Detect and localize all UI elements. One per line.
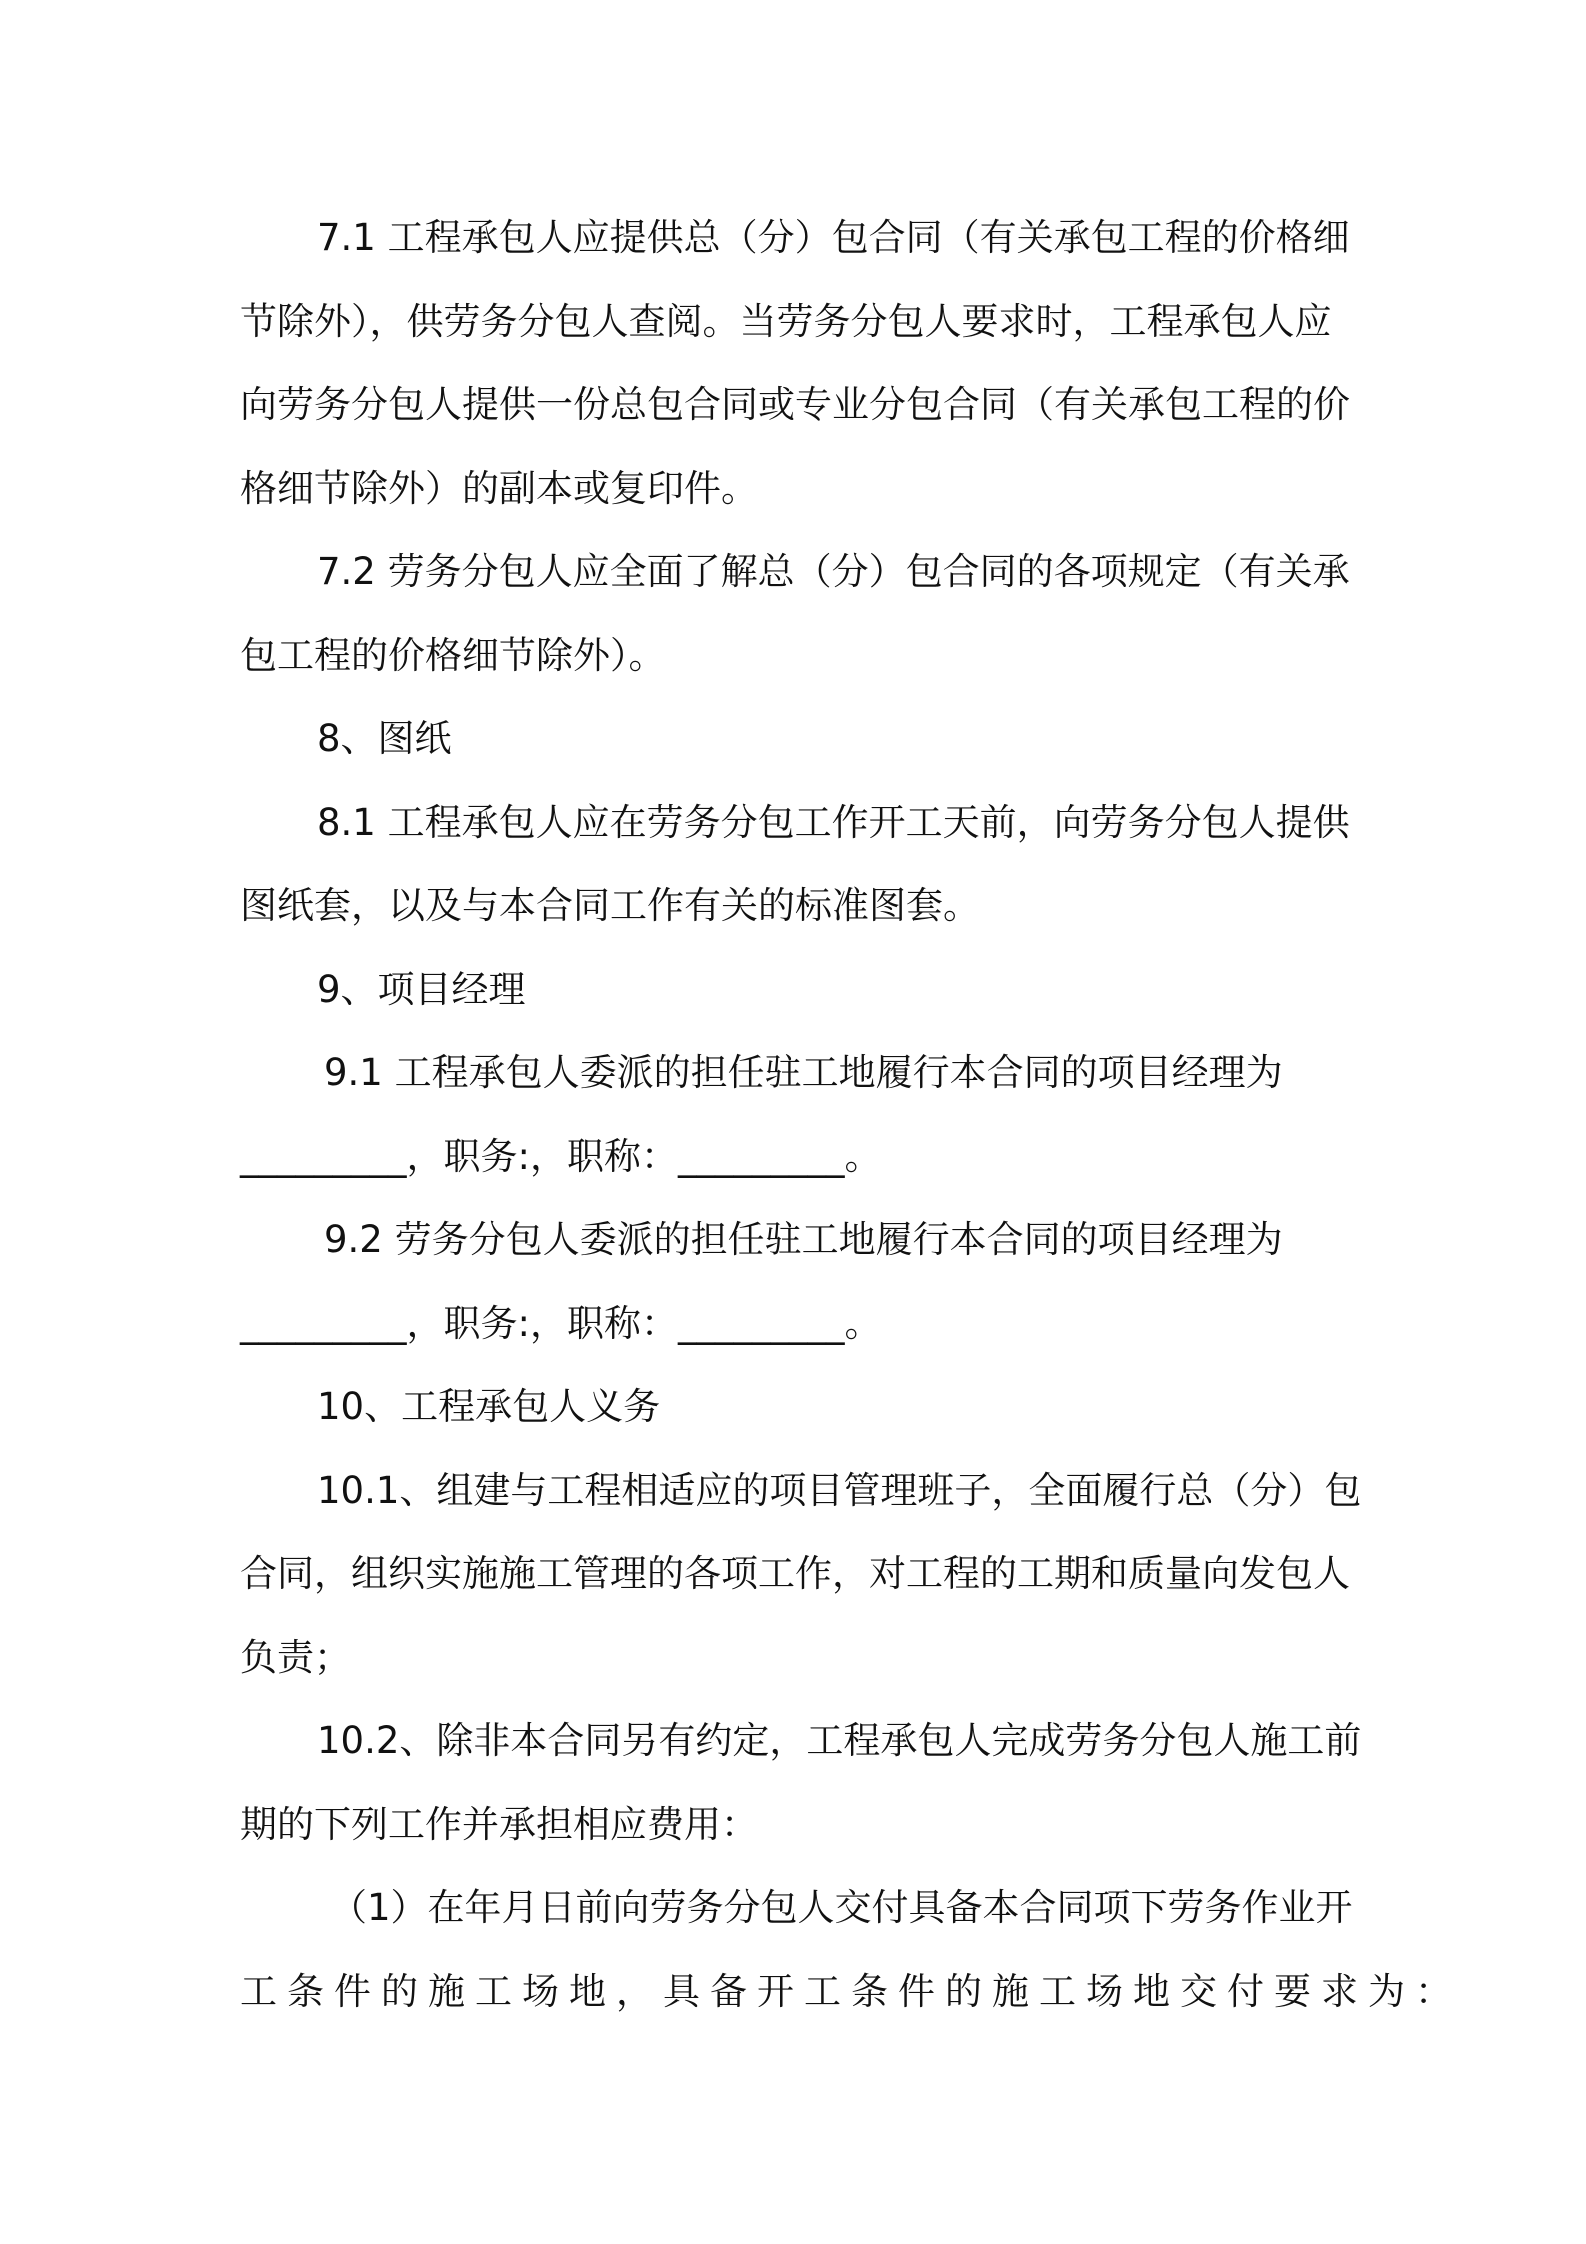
section-8-heading: 8、图纸 [317, 717, 452, 760]
clause-7-1-line-2: 节除外），供劳务分包人查阅。当劳务分包人要求时，工程承包人应 [240, 299, 1332, 343]
clause-7-1-line-4: 格细节除外）的副本或复印件。 [240, 466, 758, 510]
section-9-heading: 9、项目经理 [317, 967, 526, 1011]
clause-7-1-line-1: 7.1 工程承包人应提供总（分）包合同（有关承包工程的价格细 [317, 216, 1350, 259]
clause-8-1-line-1: 8.1 工程承包人应在劳务分包工作开工天前，向劳务分包人提供 [317, 800, 1350, 844]
clause-7-2-line-1: 7.2 劳务分包人应全面了解总（分）包合同的各项规定（有关承 [317, 550, 1350, 593]
clause-9-2-line-2: _________，职务:，职称：_________。 [240, 1301, 882, 1345]
item-1-line-1: （1）在年月日前向劳务分包人交付具备本合同项下劳务作业开 [330, 1886, 1353, 1929]
clause-9-1-line-2: _________，职务:，职称：_________。 [240, 1134, 882, 1178]
clause-9-2-line-1: 9.2 劳务分包人委派的担任驻工地履行本合同的项目经理为 [324, 1218, 1283, 1261]
clause-10-1-line-1: 10.1、组建与工程相适应的项目管理班子，全面履行总（分）包 [317, 1468, 1362, 1512]
clause-9-1-line-1: 9.1 工程承包人委派的担任驻工地履行本合同的项目经理为 [324, 1051, 1283, 1094]
clause-7-2-line-2: 包工程的价格细节除外）。 [240, 633, 666, 677]
clause-7-1-line-3: 向劳务分包人提供一份总包合同或专业分包合同（有关承包工程的价 [240, 383, 1350, 426]
section-10-heading: 10、工程承包人义务 [317, 1385, 661, 1428]
clause-10-1-line-2: 合同，组织实施施工管理的各项工作，对工程的工期和质量向发包人 [240, 1552, 1350, 1595]
clause-8-1-line-2: 图纸套，以及与本合同工作有关的标准图套。 [240, 884, 980, 927]
clause-10-1-line-3: 负责； [240, 1635, 351, 1679]
clause-10-2-line-1: 10.2、除非本合同另有约定，工程承包人完成劳务分包人施工前 [317, 1719, 1362, 1762]
item-1-line-2: 工条件的施工场地，具备开工条件的施工场地交付要求为： [240, 1969, 1462, 2013]
clause-10-2-line-2: 期的下列工作并承担相应费用： [240, 1802, 758, 1846]
document-body [240, 196, 1462, 2033]
